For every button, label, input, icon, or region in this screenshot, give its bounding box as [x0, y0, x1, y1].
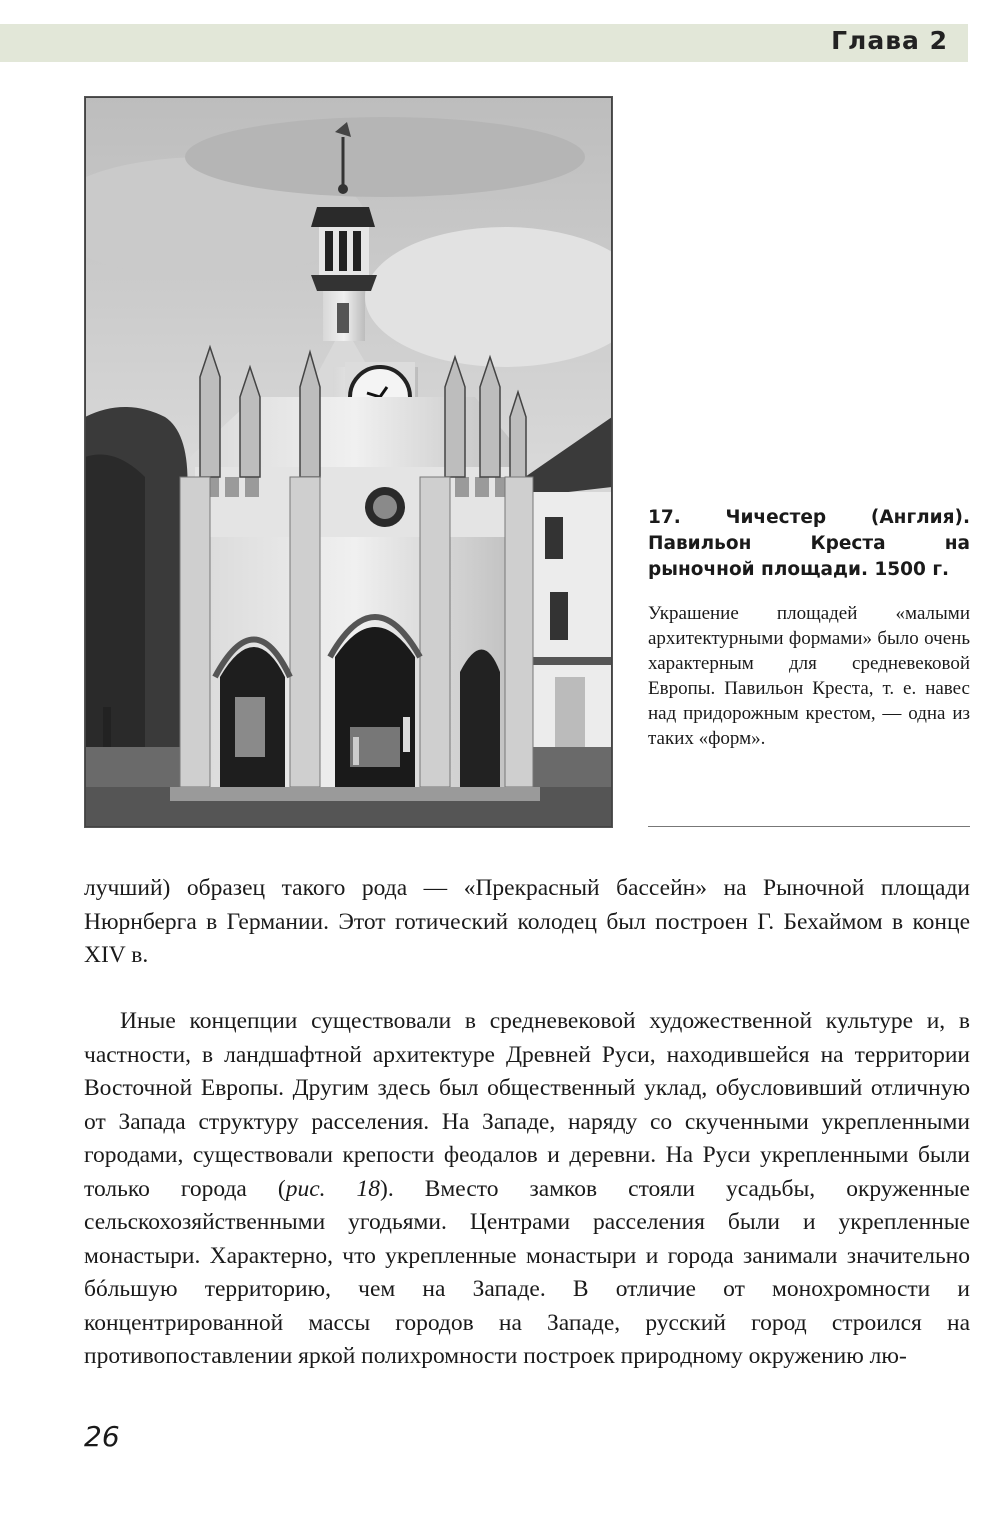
paragraph-2-start: Иные концепции существовали в средневековой художественной культуре и, в частности, в ландшафтной архитектуре Древней Руси, находившейся на территории Восточной Европы. Другим здесь был общественный уклад, обусловивший отличную от Запада структуру расселения. На Западе, наряду со скученными укрепленными городами, существовали крепости феодалов и деревни. На Руси укрепленными были только города ( [84, 1008, 970, 1202]
market-cross-photo [85, 97, 612, 827]
caption-body: Украшение площадей «малыми архитектурными формами» было очень характерным для средневековой Европы. Павильон Креста, т. е. навес над придорожным крестом, — одна из таких «форм». [648, 603, 970, 749]
figure-photo [84, 96, 613, 828]
caption-divider [648, 826, 970, 827]
page-number: 26 [84, 1420, 120, 1453]
figure-caption [648, 505, 970, 751]
figure-reference: рис. 18 [285, 1175, 381, 1202]
paragraph-2-end: ). Вместо замков стояли усадьбы, окруженные сельскохозяйственными угодьями. Центрами расселения были и укрепленные монастыри. Характерно, что укрепленные монастыри и города занимали значительно бóльшую территорию, чем на Западе. В отличие от монохромности и концентрированной массы городов на Западе, русский город строился на противопоставлении яркой полихромности построек природному окружению лю- [84, 1175, 970, 1369]
chapter-header-band [0, 24, 968, 62]
body-paragraph-2 [84, 1005, 970, 1374]
chapter-label: Глава 2 [831, 26, 948, 55]
caption-title: 17. Чичестер (Англия). Павильон Креста на рыночной площади. 1500 г. [648, 507, 970, 580]
body-paragraph-1: лучший) образец такого рода — «Прекрасный бассейн» на Рыночной площади Нюрнберга в Германии. Этот готический колодец был построен Г. Бехаймом в конце XIV в. [84, 875, 970, 968]
